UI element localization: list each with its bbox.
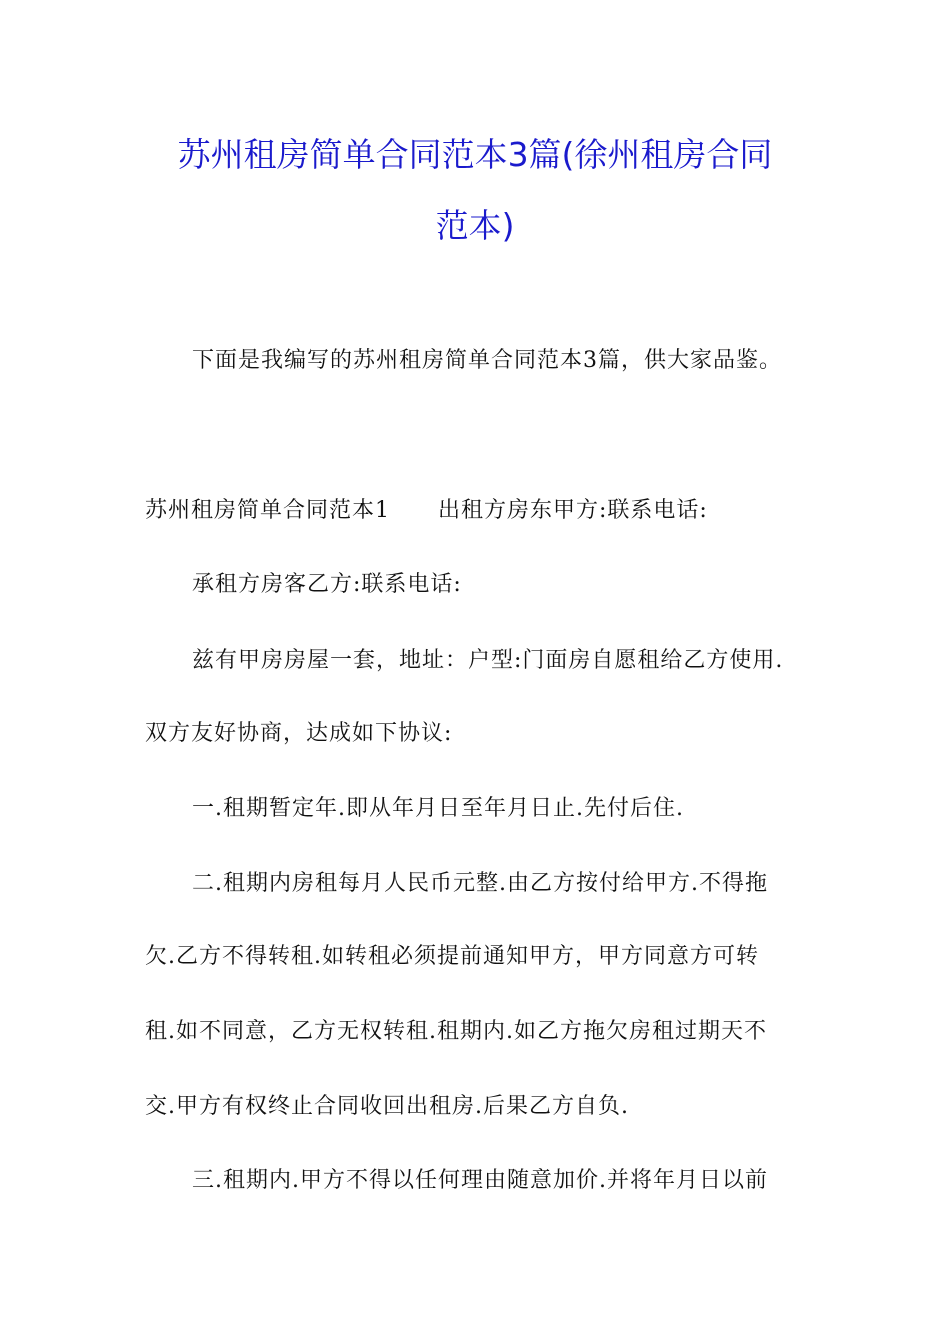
clause-2-line-2: 欠.乙方不得转租.如转租必须提前通知甲方，甲方同意方可转 <box>145 944 759 969</box>
clause-2-line-1: 二.租期内房租每月人民币元整.由乙方按付给甲方.不得拖 <box>192 871 768 896</box>
clause-1: 一.租期暂定年.即从年月日至年月日止.先付后住. <box>192 796 684 821</box>
house-paragraph-line-1: 兹有甲房房屋一套，地址：户型:门面房自愿租给乙方使用. <box>192 648 784 673</box>
section-heading: 苏州租房简单合同范本1 <box>145 498 390 523</box>
clause-2-line-4: 交.甲方有权终止合同收回出租房.后果乙方自负. <box>145 1094 629 1119</box>
house-paragraph-line-2: 双方友好协商，达成如下协议: <box>145 721 453 746</box>
contract-header-line <box>145 496 708 526</box>
intro-paragraph: 下面是我编写的苏州租房简单合同范本3篇，供大家品鉴。 <box>192 348 782 373</box>
clause-3-line-1: 三.租期内.甲方不得以任何理由随意加价.并将年月日以前 <box>192 1168 768 1193</box>
document-title-line-2: 范本) <box>435 206 515 245</box>
landlord-line: 出租方房东甲方:联系电话: <box>438 498 708 523</box>
clause-2-line-3: 租.如不同意，乙方无权转租.租期内.如乙方拖欠房租过期天不 <box>145 1019 767 1044</box>
tenant-line: 承租方房客乙方:联系电话: <box>192 572 462 597</box>
document-title-line-1: 苏州租房简单合同范本3篇(徐州租房合同 <box>177 135 773 174</box>
